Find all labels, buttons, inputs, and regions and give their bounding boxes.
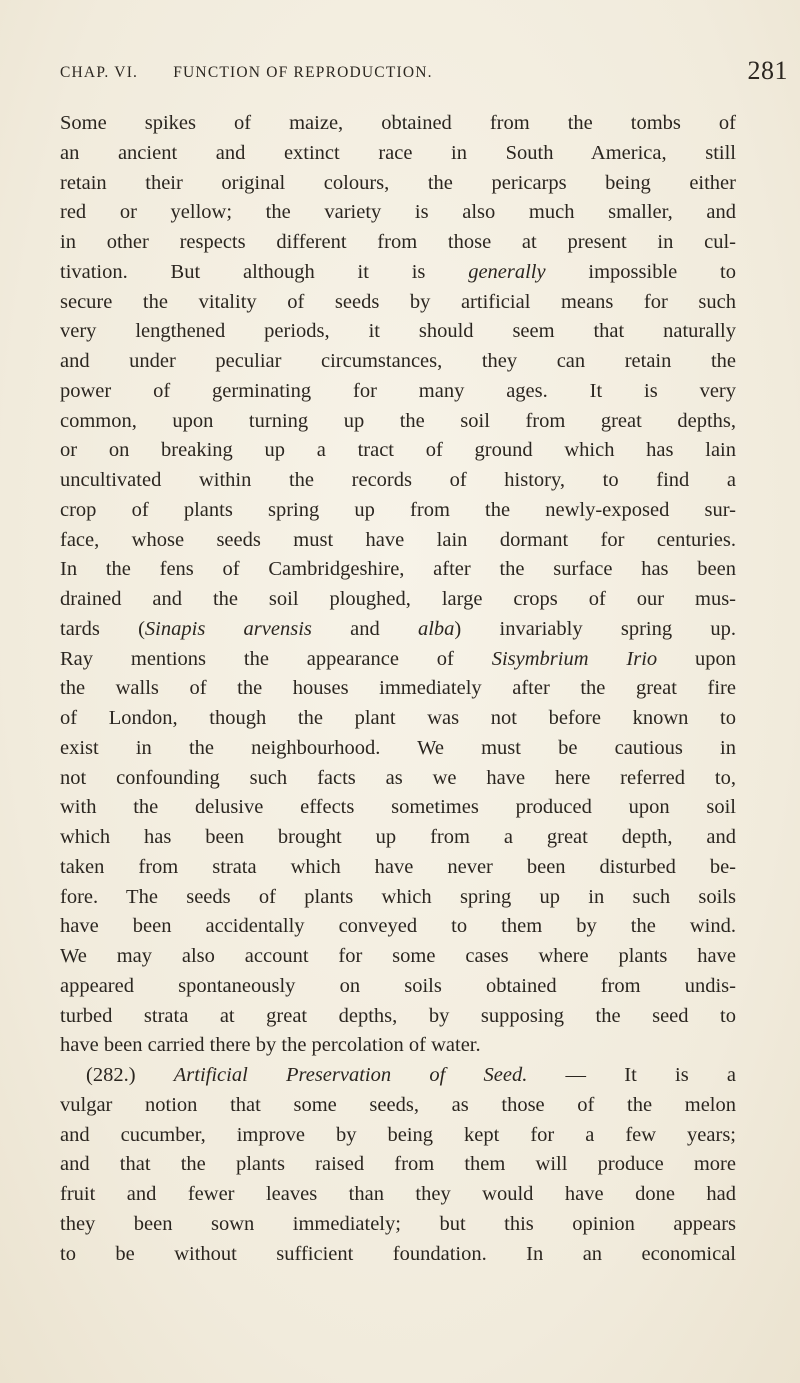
text-line — [60, 585, 736, 615]
text-line — [60, 139, 736, 169]
text-line — [60, 466, 736, 496]
text-segment: face, whose seeds must have lain dormant for centuries. — [60, 528, 736, 551]
text-line — [60, 1002, 736, 1032]
text-line — [60, 764, 736, 794]
text-segment: common, upon turning up the soil from great depths, — [60, 409, 736, 432]
em-dash: — — [527, 1064, 625, 1086]
text-line — [60, 853, 736, 883]
text-segment: red or yellow; the variety is also much smaller, and — [60, 201, 736, 224]
text-line — [60, 1210, 736, 1240]
running-head — [60, 64, 433, 82]
page-number: 281 — [747, 56, 788, 85]
text-segment: drained and the soil ploughed, large crops of our mus- — [60, 588, 736, 610]
text-segment: retain their original colours, the pericarps being either — [60, 171, 736, 194]
paragraph-artificial-preservation — [60, 1061, 736, 1269]
text-segment: ) invariably spring up. — [454, 617, 736, 640]
text-line — [60, 645, 736, 675]
text-segment: We may also account for some cases where plants have — [60, 945, 736, 967]
text-segment: secure the vitality of seeds by artificial means for such — [60, 290, 736, 313]
text-segment: It is a — [624, 1064, 736, 1086]
text-line — [60, 823, 736, 853]
text-segment: and under peculiar circumstances, they can retain the — [60, 350, 736, 372]
text-line — [60, 1091, 736, 1121]
body-text — [60, 109, 736, 1269]
text-segment: or on breaking up a tract of ground which has lain — [60, 439, 736, 462]
text-line — [60, 1180, 736, 1210]
text-line — [60, 704, 736, 734]
section-title: Artificial Preservation of Seed. — [173, 1064, 528, 1086]
text-line — [60, 526, 736, 556]
text-line — [60, 317, 736, 347]
text-line — [60, 228, 736, 258]
italic-text: generally — [468, 260, 546, 283]
text-segment: and cucumber, improve by being kept for a few years; — [60, 1123, 736, 1146]
text-segment: not confounding such facts as we have here referred to, — [60, 766, 736, 789]
text-line — [60, 734, 736, 764]
text-line — [60, 1240, 736, 1270]
text-line — [60, 109, 736, 139]
text-segment: In the fens of Cambridgeshire, after the surface has been — [60, 558, 736, 581]
text-segment: vulgar notion that some seeds, as those of the melon — [60, 1093, 736, 1116]
chapter-label: CHAP. VI. — [60, 64, 139, 81]
text-segment: have been accidentally conveyed to them by the wind. — [60, 915, 736, 938]
text-line — [60, 674, 736, 704]
text-line — [60, 198, 736, 228]
text-segment: of London, though the plant was not before known to — [60, 707, 736, 729]
text-segment: and that the plants raised from them will produce more — [60, 1153, 736, 1176]
text-line — [60, 942, 736, 972]
text-segment: Some spikes of maize, obtained from the tombs of — [60, 112, 736, 134]
text-line — [60, 615, 736, 645]
text-line — [60, 288, 736, 318]
text-segment: which has been brought up from a great depth, and — [60, 826, 736, 848]
text-segment: Ray mentions the appearance of — [60, 647, 492, 670]
text-line — [60, 883, 736, 913]
italic-text: Sisymbrium Irio — [491, 647, 658, 670]
text-segment: upon — [657, 647, 736, 670]
text-segment: power of germinating for many ages. It is very — [60, 379, 736, 402]
text-segment: the walls of the houses immediately after the great fire — [60, 677, 736, 700]
text-segment: with the delusive effects sometimes produced upon soil — [60, 796, 736, 819]
text-segment: fore. The seeds of plants which spring up in such soils — [60, 885, 736, 908]
text-segment: very lengthened periods, it should seem that naturally — [60, 320, 736, 343]
text-line — [60, 436, 736, 466]
text-segment: tivation. But although it is — [60, 260, 469, 283]
text-line — [60, 169, 736, 199]
text-line — [60, 1150, 736, 1180]
text-line — [60, 377, 736, 407]
text-segment: and — [311, 617, 418, 640]
text-line — [60, 1121, 736, 1151]
text-line — [60, 407, 736, 437]
italic-text: Sinapis arvensis — [144, 617, 312, 640]
text-segment: crop of plants spring up from the newly-exposed sur- — [60, 498, 736, 521]
text-segment: in other respects different from those at present in cul- — [60, 231, 736, 253]
text-segment: tards ( — [60, 617, 145, 640]
text-line — [60, 347, 736, 377]
page-header — [60, 56, 795, 90]
text-segment: appeared spontaneously on soils obtained from undis- — [60, 974, 736, 997]
text-segment: impossible to — [545, 260, 736, 283]
text-line — [60, 912, 736, 942]
text-segment: have been carried there by the percolation of water. — [60, 1034, 481, 1057]
text-segment: to be without sufficient foundation. In an economical — [60, 1242, 736, 1265]
text-line — [60, 555, 736, 585]
text-line — [60, 1031, 736, 1061]
text-line — [60, 258, 736, 288]
text-line — [60, 496, 736, 526]
text-segment: exist in the neighbourhood. We must be cautious in — [60, 736, 736, 759]
text-segment: they been sown immediately; but this opinion appears — [60, 1212, 736, 1235]
text-segment: an ancient and extinct race in South America, still — [60, 141, 736, 164]
text-segment: uncultivated within the records of history, to find a — [60, 469, 736, 491]
section-number: (282.) — [86, 1064, 174, 1086]
italic-text: alba — [417, 617, 455, 640]
text-line — [60, 793, 736, 823]
chapter-title: FUNCTION OF REPRODUCTION. — [173, 64, 433, 81]
text-line — [60, 972, 736, 1002]
text-segment: fruit and fewer leaves than they would have done had — [60, 1183, 736, 1205]
paragraph-maize-seeds — [60, 109, 736, 1061]
section-heading-line — [60, 1061, 736, 1091]
text-segment: taken from strata which have never been disturbed be- — [60, 855, 736, 878]
text-segment: turbed strata at great depths, by supposing the seed to — [60, 1004, 736, 1027]
